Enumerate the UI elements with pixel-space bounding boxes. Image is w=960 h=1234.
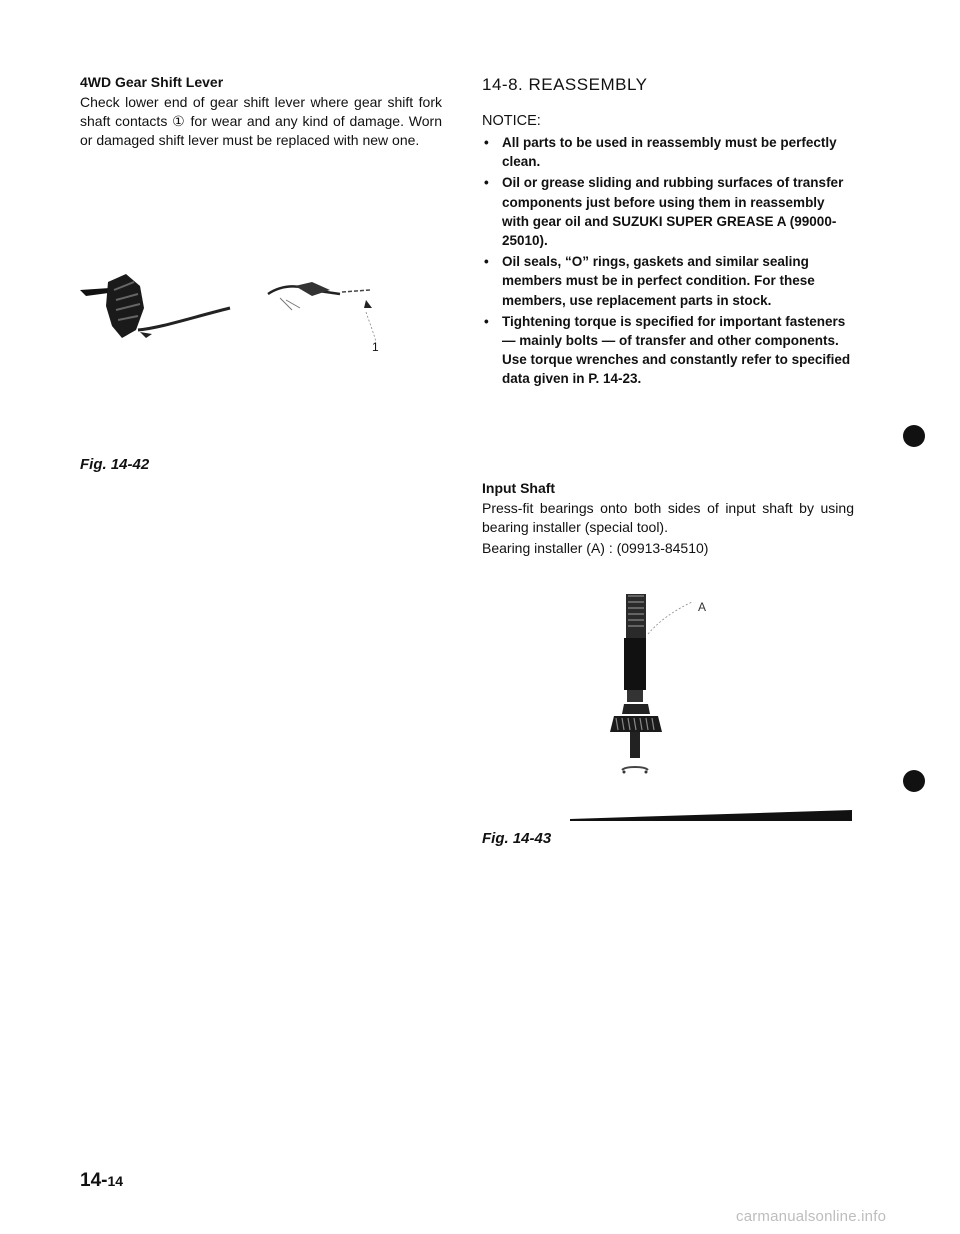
- notice-item: [482, 133, 854, 171]
- shift-lever-paragraph: [80, 93, 442, 150]
- figure-label-a: A: [698, 600, 707, 614]
- bullet: •: [484, 175, 489, 191]
- bullet: •: [484, 135, 489, 150]
- notice-item-text: Oil or grease sliding and rubbing surfaces of transfer components just before using them in reassembly with gear oil and SUZUKI SUPER GREASE A (99000-25010).: [502, 175, 844, 249]
- binding-hole-marker-bottom: [903, 770, 925, 792]
- section-heading-shift-lever: 4WD Gear Shift Lever: [80, 74, 224, 90]
- notice-item: [482, 252, 854, 310]
- paragraph-part1: Check lower end of gear shift lever where gear shift fork shaft contacts: [80, 94, 442, 129]
- section-heading-input-shaft: Input Shaft: [482, 480, 556, 496]
- page-number-sub: 14: [107, 1173, 124, 1189]
- input-shaft-paragraph: Press-fit bearings onto both sides of input shaft by using bearing installer (special tool).: [482, 500, 854, 535]
- bullet: •: [484, 254, 489, 270]
- figure-caption-14-43: Fig. 14-43: [482, 830, 552, 847]
- figure-label-1: 1: [372, 340, 379, 354]
- figure-baseline-bar: [570, 808, 852, 822]
- bearing-installer-line: Bearing installer (A) : (09913-84510): [482, 540, 709, 556]
- section-title-reassembly: 14-8. REASSEMBLY: [482, 75, 648, 94]
- notice-item: [482, 312, 854, 389]
- watermark: carmanualsonline.info: [736, 1208, 887, 1225]
- paragraph-part2: for wear and any kind of damage. Worn or damaged shift lever must be replaced with new one.: [80, 113, 442, 148]
- notice-label: NOTICE:: [482, 113, 541, 129]
- binding-hole-marker-top: [903, 425, 925, 447]
- notice-item-text: Oil seals, “O” rings, gaskets and similar sealing members must be in perfect condition. For these members, use replacement parts in stock.: [502, 254, 815, 308]
- notice-item: [482, 173, 854, 250]
- figure-14-43-image: [600, 590, 750, 790]
- notice-item-text: Tightening torque is specified for important fasteners — mainly bolts — of transfer and other components. Use torque wrenches and constantly refer to specified data given in P. 14-23.: [502, 313, 851, 387]
- page-number-main: 14-: [80, 1170, 108, 1191]
- notice-item-text: All parts to be used in reassembly must be perfectly clean.: [502, 135, 837, 170]
- bullet: •: [484, 313, 489, 329]
- figure-caption-14-42: Fig. 14-42: [80, 456, 150, 473]
- callout-symbol: ①: [172, 113, 186, 129]
- page-number: [80, 1170, 123, 1192]
- notice-list: [482, 133, 854, 391]
- figure-14-42-image: [80, 268, 440, 358]
